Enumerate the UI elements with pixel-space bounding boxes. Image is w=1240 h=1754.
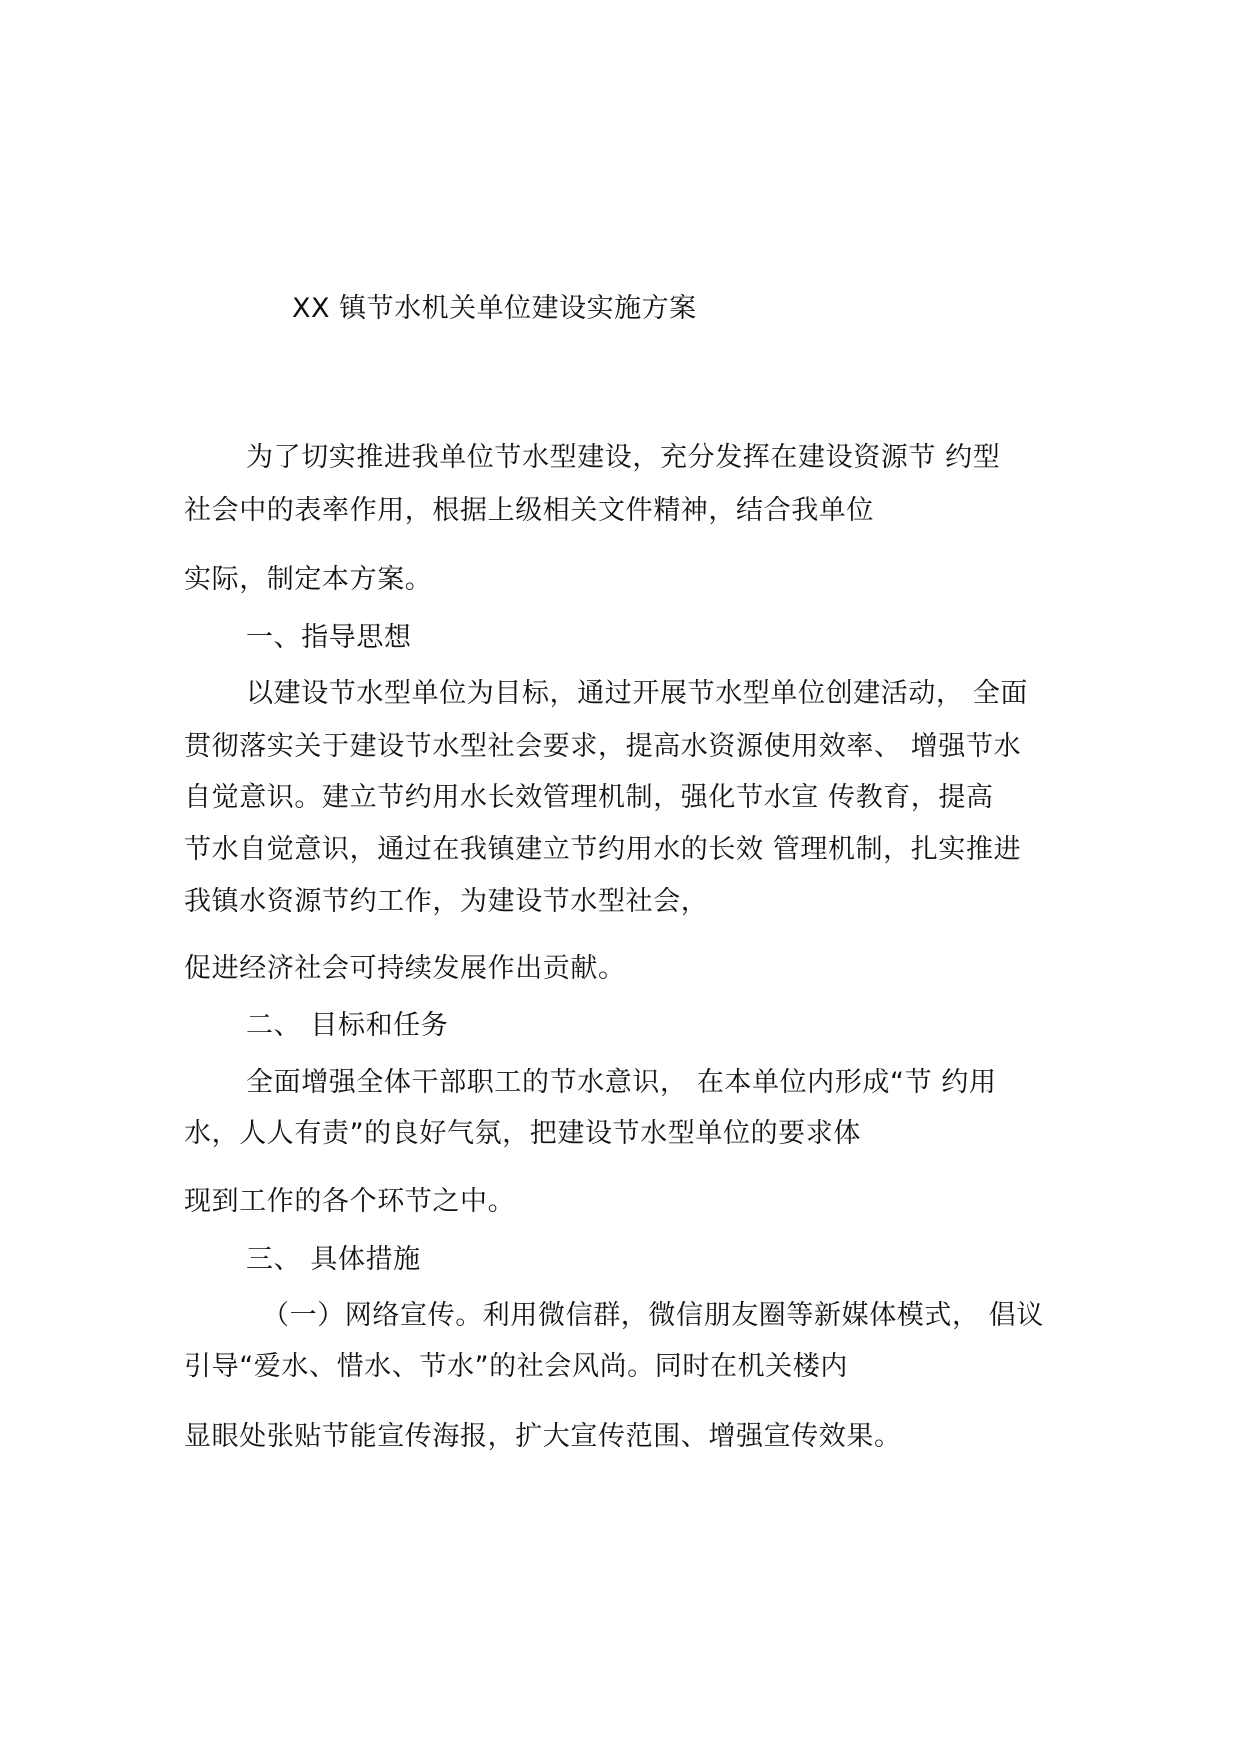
- section3-heading: 三、 具体措施: [246, 1244, 421, 1275]
- section3-line-2: 引导“爱水、惜水、节水”的社会风尚。同时在机关楼内: [184, 1351, 848, 1382]
- section1-line-1: 以建设节水型单位为目标，通过开展节水型单位创建活动， 全面: [246, 678, 1028, 709]
- document-title: XX 镇节水机关单位建设实施方案: [292, 293, 697, 324]
- section1-line-2: 贯彻落实关于建设节水型社会要求，提高水资源使用效率、 增强节水: [184, 731, 1022, 762]
- intro-line-2: 社会中的表率作用，根据上级相关文件精神，结合我单位: [184, 495, 874, 526]
- section2-line-2: 水，人人有责”的良好气氛，把建设节水型单位的要求体: [184, 1118, 861, 1149]
- section1-line-5: 我镇水资源节约工作，为建设节水型社会，: [184, 886, 709, 917]
- section1-heading: 一、指导思想: [246, 622, 412, 653]
- section2-heading: 二、 目标和任务: [246, 1010, 449, 1041]
- section1-line-4: 节水自觉意识，通过在我镇建立节约用水的长效 管理机制，扎实推进: [184, 834, 1022, 865]
- section3-line-1: （一）网络宣传。利用微信群，微信朋友圈等新媒体模式， 倡议: [262, 1300, 1044, 1331]
- section2-line-1: 全面增强全体干部职工的节水意识， 在本单位内形成“节 约用: [246, 1067, 997, 1098]
- intro-line-1: 为了切实推进我单位节水型建设，充分发挥在建设资源节 约型: [246, 442, 1001, 473]
- section1-line-3: 自觉意识。建立节约用水长效管理机制，强化节水宣 传教育，提高: [184, 782, 994, 813]
- section2-line-3: 现到工作的各个环节之中。: [184, 1186, 516, 1217]
- section1-line-6: 促进经济社会可持续发展作出贡献。: [184, 953, 626, 984]
- section3-line-3: 显眼处张贴节能宣传海报，扩大宣传范围、增强宣传效果。: [184, 1421, 902, 1452]
- intro-line-3: 实际，制定本方案。: [184, 564, 433, 595]
